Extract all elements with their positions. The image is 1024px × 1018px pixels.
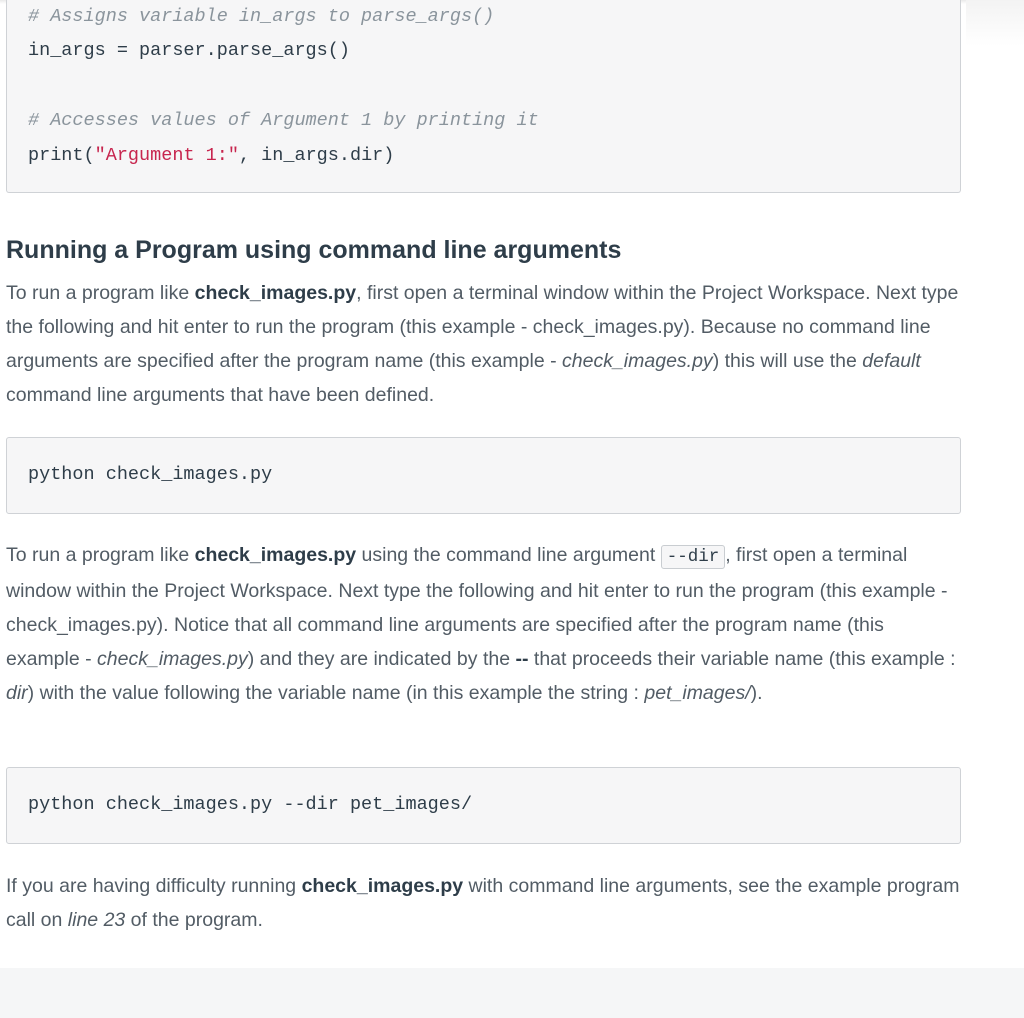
italic-pet-images: pet_images/ bbox=[644, 682, 751, 704]
code-token: , in_args.dir) bbox=[238, 145, 395, 166]
text: command line arguments that have been defined. bbox=[6, 384, 435, 406]
italic-default: default bbox=[862, 350, 921, 372]
italic-filename: check_images.py bbox=[97, 648, 248, 670]
text: ) with the value following the variable name (in this example the string : bbox=[27, 682, 645, 704]
text: using the command line argument bbox=[356, 544, 661, 566]
code-line: python check_images.py --dir pet_images/ bbox=[28, 794, 473, 815]
bold-filename: check_images.py bbox=[301, 875, 464, 897]
code-block-command bbox=[6, 437, 961, 514]
bold-filename: check_images.py bbox=[194, 282, 357, 304]
text: with command line arguments, see the example program call on bbox=[6, 875, 960, 931]
text: ) and they are indicated by the bbox=[247, 648, 516, 670]
code-comment: # Assigns variable in_args to parse_args() bbox=[28, 6, 495, 27]
code-comment: # Accesses values of Argument 1 by printing it bbox=[28, 110, 539, 131]
italic-dir: dir bbox=[6, 682, 28, 704]
footer-band bbox=[0, 968, 1024, 1018]
text: , first open a terminal window within the Project Workspace. Next type the following and hit enter to run the program (this example - check_images.py). Because no command line arguments are specified after the program name (this example - bbox=[6, 282, 959, 372]
code-line: in_args = parser.parse_args() bbox=[28, 40, 350, 61]
text: ) this will use the bbox=[712, 350, 863, 372]
section-heading: Running a Program using command line arguments bbox=[6, 236, 622, 264]
code-token: print( bbox=[28, 145, 95, 166]
text: To run a program like bbox=[6, 544, 195, 566]
italic-filename: check_images.py bbox=[562, 350, 713, 372]
text: To run a program like bbox=[6, 282, 195, 304]
code-block-command-with-dir bbox=[6, 767, 961, 844]
paragraph-difficulty bbox=[6, 869, 961, 937]
code-line bbox=[28, 145, 394, 166]
code-block-parse-args bbox=[6, 0, 961, 193]
code-string: "Argument 1:" bbox=[94, 145, 239, 166]
text: ). bbox=[750, 682, 763, 704]
paragraph-run-default bbox=[6, 276, 961, 412]
text: that proceeds their variable name (this example : bbox=[528, 648, 956, 670]
bold-filename: check_images.py bbox=[194, 544, 357, 566]
bold-dashes: -- bbox=[515, 648, 529, 670]
text: If you are having difficulty running bbox=[6, 875, 302, 897]
italic-line-number: line 23 bbox=[67, 909, 126, 931]
code-line: python check_images.py bbox=[28, 464, 273, 485]
text: of the program. bbox=[125, 909, 263, 931]
paragraph-run-with-args bbox=[6, 538, 961, 710]
right-gutter bbox=[966, 0, 1024, 46]
inline-code-dir: --dir bbox=[661, 545, 726, 569]
text: , first open a terminal window within the Project Workspace. Next type the following and hit enter to run the program (this example - check_images.py). Notice that all command line arguments are specified after the program name (this example - bbox=[6, 544, 948, 670]
